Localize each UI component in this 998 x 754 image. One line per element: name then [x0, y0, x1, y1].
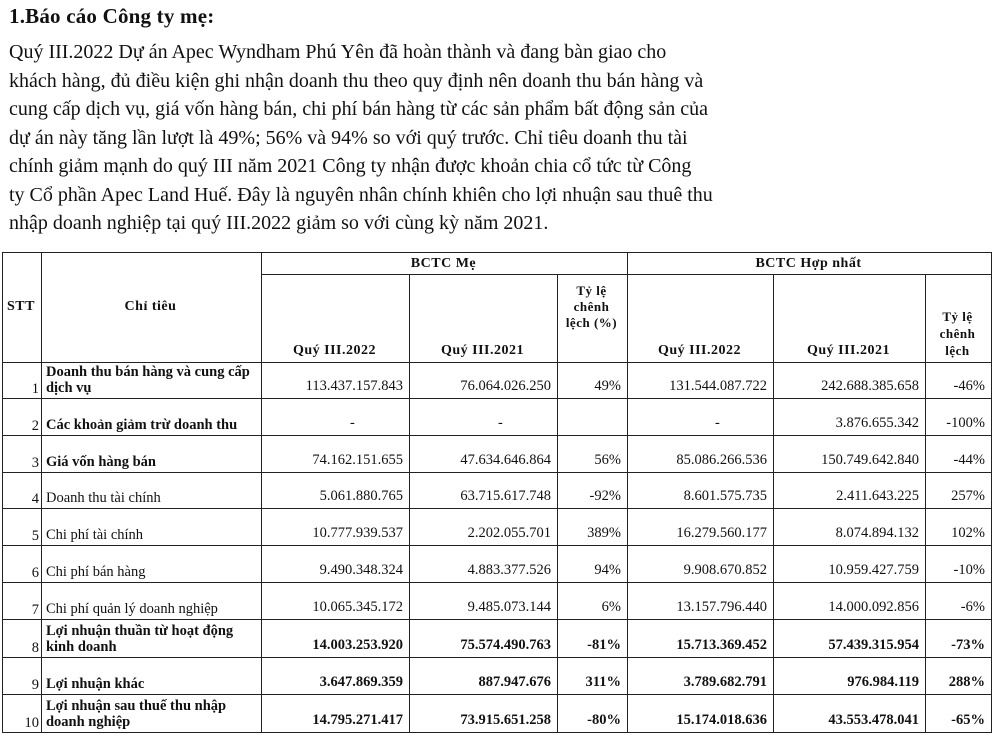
parent-q3-2021-header: Quý III.2021	[409, 275, 557, 363]
parent-ratio-value: 6%	[557, 583, 627, 620]
consolidated-ratio-value: -44%	[925, 436, 991, 473]
consolidated-ratio-value: 288%	[925, 658, 991, 695]
section-heading: 1.Báo cáo Công ty mẹ:	[9, 4, 215, 28]
parent-ratio-value: -81%	[557, 620, 627, 658]
parent-q3-2021-value: 887.947.676	[409, 658, 557, 695]
row-number: 7	[3, 583, 42, 620]
parent-q3-2021-value: 47.634.646.864	[409, 436, 557, 473]
summary-paragraph	[9, 38, 909, 238]
table-row	[3, 509, 992, 546]
parent-ratio-value: 94%	[557, 546, 627, 583]
consolidated-ratio-value: -46%	[925, 363, 991, 399]
parent-ratio-header: Tỷ lệ chênh lệch (%)	[557, 275, 627, 363]
table-row	[3, 436, 992, 473]
consolidated-q3-2022-value: -	[627, 399, 773, 436]
consolidated-q3-2021-value: 242.688.385.658	[773, 363, 925, 399]
indicator-name: Lợi nhuận thuần từ hoạt động kinh doanh	[41, 620, 261, 658]
parent-q3-2021-value: 2.202.055.701	[409, 509, 557, 546]
paragraph-line: Quý III.2022 Dự án Apec Wyndham Phú Yên đã hoàn thành và đang bàn giao cho	[9, 41, 667, 63]
consolidated-report-header: BCTC Hợp nhất	[627, 253, 991, 275]
parent-ratio-value	[557, 399, 627, 436]
consolidated-q3-2021-value: 57.439.315.954	[773, 620, 925, 658]
parent-ratio-value: -80%	[557, 695, 627, 733]
consolidated-ratio-value: 102%	[925, 509, 991, 546]
parent-q3-2022-value: 10.065.345.172	[261, 583, 409, 620]
indicator-name: Doanh thu tài chính	[41, 473, 261, 509]
indicator-name: Chi phí quản lý doanh nghiệp	[41, 583, 261, 620]
parent-q3-2021-value: -	[409, 399, 557, 436]
indicator-name: Giá vốn hàng bán	[41, 436, 261, 473]
table-row	[3, 399, 992, 436]
consolidated-q3-2021-value: 3.876.655.342	[773, 399, 925, 436]
paragraph-line: dự án này tăng lần lượt là 49%; 56% và 94% so với quý trước. Chỉ tiêu doanh thu tài	[9, 126, 688, 149]
consolidated-q3-2022-value: 9.908.670.852	[627, 546, 773, 583]
stt-header: STT	[3, 253, 42, 363]
consolidated-q3-2022-value: 15.174.018.636	[627, 695, 773, 733]
table-row	[3, 695, 992, 733]
parent-q3-2022-value: 14.003.253.920	[261, 620, 409, 658]
row-number: 9	[3, 658, 42, 695]
consolidated-q3-2022-value: 8.601.575.735	[627, 473, 773, 509]
paragraph-line: cung cấp dịch vụ, giá vốn hàng bán, chi phí bán hàng từ các sản phẩm bất động sản của	[9, 98, 708, 120]
consolidated-q3-2021-value: 2.411.643.225	[773, 473, 925, 509]
parent-ratio-value: -92%	[557, 473, 627, 509]
indicator-name: Chi phí bán hàng	[41, 546, 261, 583]
consolidated-q3-2021-value: 8.074.894.132	[773, 509, 925, 546]
consolidated-ratio-value: 257%	[925, 473, 991, 509]
table-row	[3, 583, 992, 620]
consolidated-ratio-value: -65%	[925, 695, 991, 733]
table-row	[3, 363, 992, 399]
row-number: 6	[3, 546, 42, 583]
paragraph-line: khách hàng, đủ điều kiện ghi nhận doanh thu theo quy định nên doanh thu bán hàng và	[9, 69, 704, 92]
consolidated-q3-2021-value: 10.959.427.759	[773, 546, 925, 583]
parent-ratio-value: 311%	[557, 658, 627, 695]
table-row	[3, 658, 992, 695]
parent-q3-2022-value: 113.437.157.843	[261, 363, 409, 399]
table-row	[3, 473, 992, 509]
parent-q3-2021-value: 76.064.026.250	[409, 363, 557, 399]
parent-q3-2022-value: 9.490.348.324	[261, 546, 409, 583]
consolidated-ratio-value: -6%	[925, 583, 991, 620]
consolidated-q3-2021-value: 43.553.478.041	[773, 695, 925, 733]
consolidated-ratio-value: -10%	[925, 546, 991, 583]
row-number: 2	[3, 399, 42, 436]
parent-q3-2022-value: 74.162.151.655	[261, 436, 409, 473]
consolidated-q3-2021-value: 976.984.119	[773, 658, 925, 695]
parent-q3-2021-value: 75.574.490.763	[409, 620, 557, 658]
indicator-name: Các khoản giảm trừ doanh thu	[41, 399, 261, 436]
parent-q3-2021-value: 4.883.377.526	[409, 546, 557, 583]
row-number: 1	[3, 363, 42, 399]
parent-q3-2022-value: -	[261, 399, 409, 436]
consolidated-ratio-header: Tỷ lệ chênh lệch	[925, 275, 991, 363]
consolidated-q3-2022-value: 15.713.369.452	[627, 620, 773, 658]
consolidated-ratio-value: -100%	[925, 399, 991, 436]
paragraph-line: ty Cổ phần Apec Land Huế. Đây là nguyên nhân chính khiên cho lợi nhuận sau thuê thu	[9, 183, 713, 206]
paragraph-line: nhập doanh nghiệp tại quý III.2022 giảm so với cùng kỳ năm 2021.	[9, 212, 549, 234]
parent-ratio-value: 389%	[557, 509, 627, 546]
parent-q3-2022-value: 5.061.880.765	[261, 473, 409, 509]
parent-q3-2021-value: 63.715.617.748	[409, 473, 557, 509]
consolidated-q3-2021-value: 14.000.092.856	[773, 583, 925, 620]
consolidated-q3-2021-value: 150.749.642.840	[773, 436, 925, 473]
table-row	[3, 546, 992, 583]
row-number: 10	[3, 695, 42, 733]
indicator-name: Doanh thu bán hàng và cung cấp dịch vụ	[41, 363, 261, 399]
parent-ratio-value: 49%	[557, 363, 627, 399]
parent-q3-2022-value: 14.795.271.417	[261, 695, 409, 733]
parent-q3-2022-value: 10.777.939.537	[261, 509, 409, 546]
parent-ratio-value: 56%	[557, 436, 627, 473]
row-number: 3	[3, 436, 42, 473]
consolidated-q3-2022-value: 13.157.796.440	[627, 583, 773, 620]
consolidated-ratio-value: -73%	[925, 620, 991, 658]
parent-q3-2021-value: 9.485.073.144	[409, 583, 557, 620]
consolidated-q3-2021-header: Quý III.2021	[773, 275, 925, 363]
consolidated-q3-2022-header: Quý III.2022	[627, 275, 773, 363]
indicator-name: Chi phí tài chính	[41, 509, 261, 546]
paragraph-line: chính giảm mạnh do quý III năm 2021 Công ty nhận được khoản chia cổ tức từ Công	[9, 155, 692, 177]
indicator-header: Chỉ tiêu	[41, 253, 261, 363]
row-number: 4	[3, 473, 42, 509]
row-number: 8	[3, 620, 42, 658]
consolidated-q3-2022-value: 85.086.266.536	[627, 436, 773, 473]
parent-q3-2022-value: 3.647.869.359	[261, 658, 409, 695]
consolidated-q3-2022-value: 3.789.682.791	[627, 658, 773, 695]
parent-report-header: BCTC Mẹ	[261, 253, 627, 275]
table-row	[3, 620, 992, 658]
consolidated-q3-2022-value: 131.544.087.722	[627, 363, 773, 399]
consolidated-q3-2022-value: 16.279.560.177	[627, 509, 773, 546]
parent-q3-2021-value: 73.915.651.258	[409, 695, 557, 733]
financial-report-table	[2, 252, 992, 733]
indicator-name: Lợi nhuận khác	[41, 658, 261, 695]
indicator-name: Lợi nhuận sau thuế thu nhập doanh nghiệp	[41, 695, 261, 733]
row-number: 5	[3, 509, 42, 546]
parent-q3-2022-header: Quý III.2022	[261, 275, 409, 363]
